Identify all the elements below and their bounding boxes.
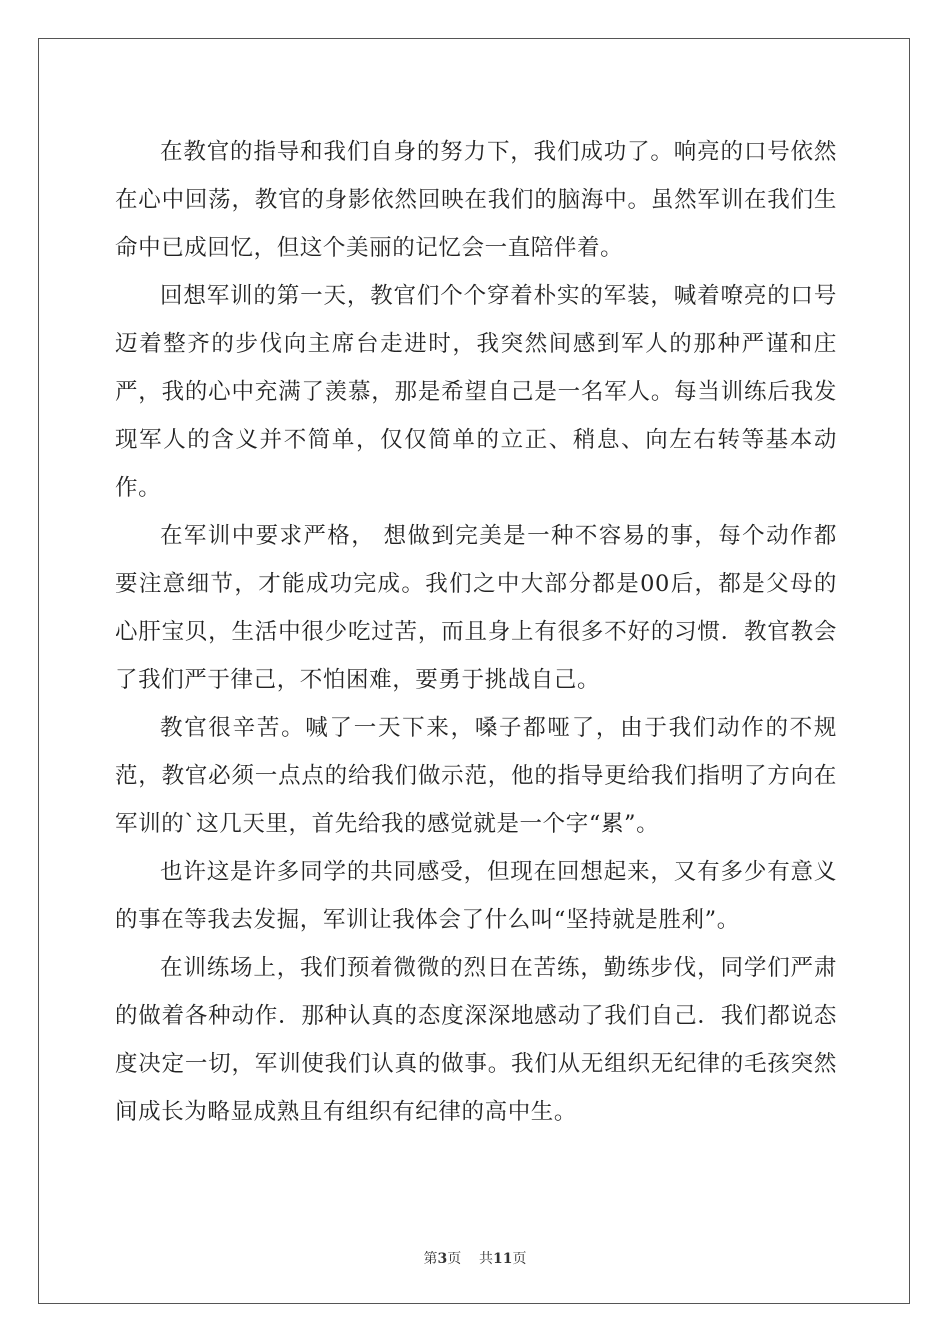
- footer-page-unit: 页: [447, 1251, 462, 1267]
- paragraph: 在军训中要求严格， 想做到完美是一种不容易的事，每个动作都要注意细节，才能成功完成。我们之中大部分都是00后，都是父母的心肝宝贝，生活中很少吃过苦，而且身上有很多不好的习惯．教官教会了我们严于律己，不怕困难，要勇于挑战自己。: [115, 523, 837, 693]
- total-pages-number: 11: [493, 1251, 513, 1267]
- paragraph: 回想军训的第一天，教官们个个穿着朴实的军装，喊着嘹亮的口号迈着整齐的步伐向主席台走进时，我突然间感到军人的那种严谨和庄严，我的心中充满了羡慕，那是希望自己是一名军人。每当训练后我发现军人的含义并不简单，仅仅简单的立正、稍息、向左右转等基本动作。: [115, 283, 837, 501]
- paragraph: 在训练场上，我们预着微微的烈日在苦练，勤练步伐，同学们严肃的做着各种动作．那种认真的态度深深地感动了我们自己．我们都说态度决定一切，军训使我们认真的做事。我们从无组织无纪律的毛孩突然间成长为略显成熟且有组织有纪律的高中生。: [115, 955, 837, 1125]
- paragraph: 也许这是许多同学的共同感受，但现在回想起来，又有多少有意义的事在等我去发掘，军训让我体会了什么叫“坚持就是胜利”。: [115, 859, 837, 933]
- paragraph: 在教官的指导和我们自身的努力下，我们成功了。响亮的口号依然在心中回荡，教官的身影依然回映在我们的脑海中。虽然军训在我们生命中已成回忆，但这个美丽的记忆会一直陪伴着。: [115, 139, 837, 261]
- page-footer: [0, 1248, 950, 1268]
- footer-total-unit: 页: [512, 1251, 527, 1267]
- footer-total-prefix: 共: [479, 1251, 494, 1267]
- current-page-number: 3: [437, 1251, 448, 1267]
- footer-prefix: 第: [423, 1251, 438, 1267]
- paragraph: 教官很辛苦。喊了一天下来，嗓子都哑了，由于我们动作的不规范，教官必须一点点的给我们做示范，他的指导更给我们指明了方向在军训的`这几天里，首先给我的感觉就是一个字“累”。: [115, 715, 837, 837]
- document-body: [115, 128, 837, 1136]
